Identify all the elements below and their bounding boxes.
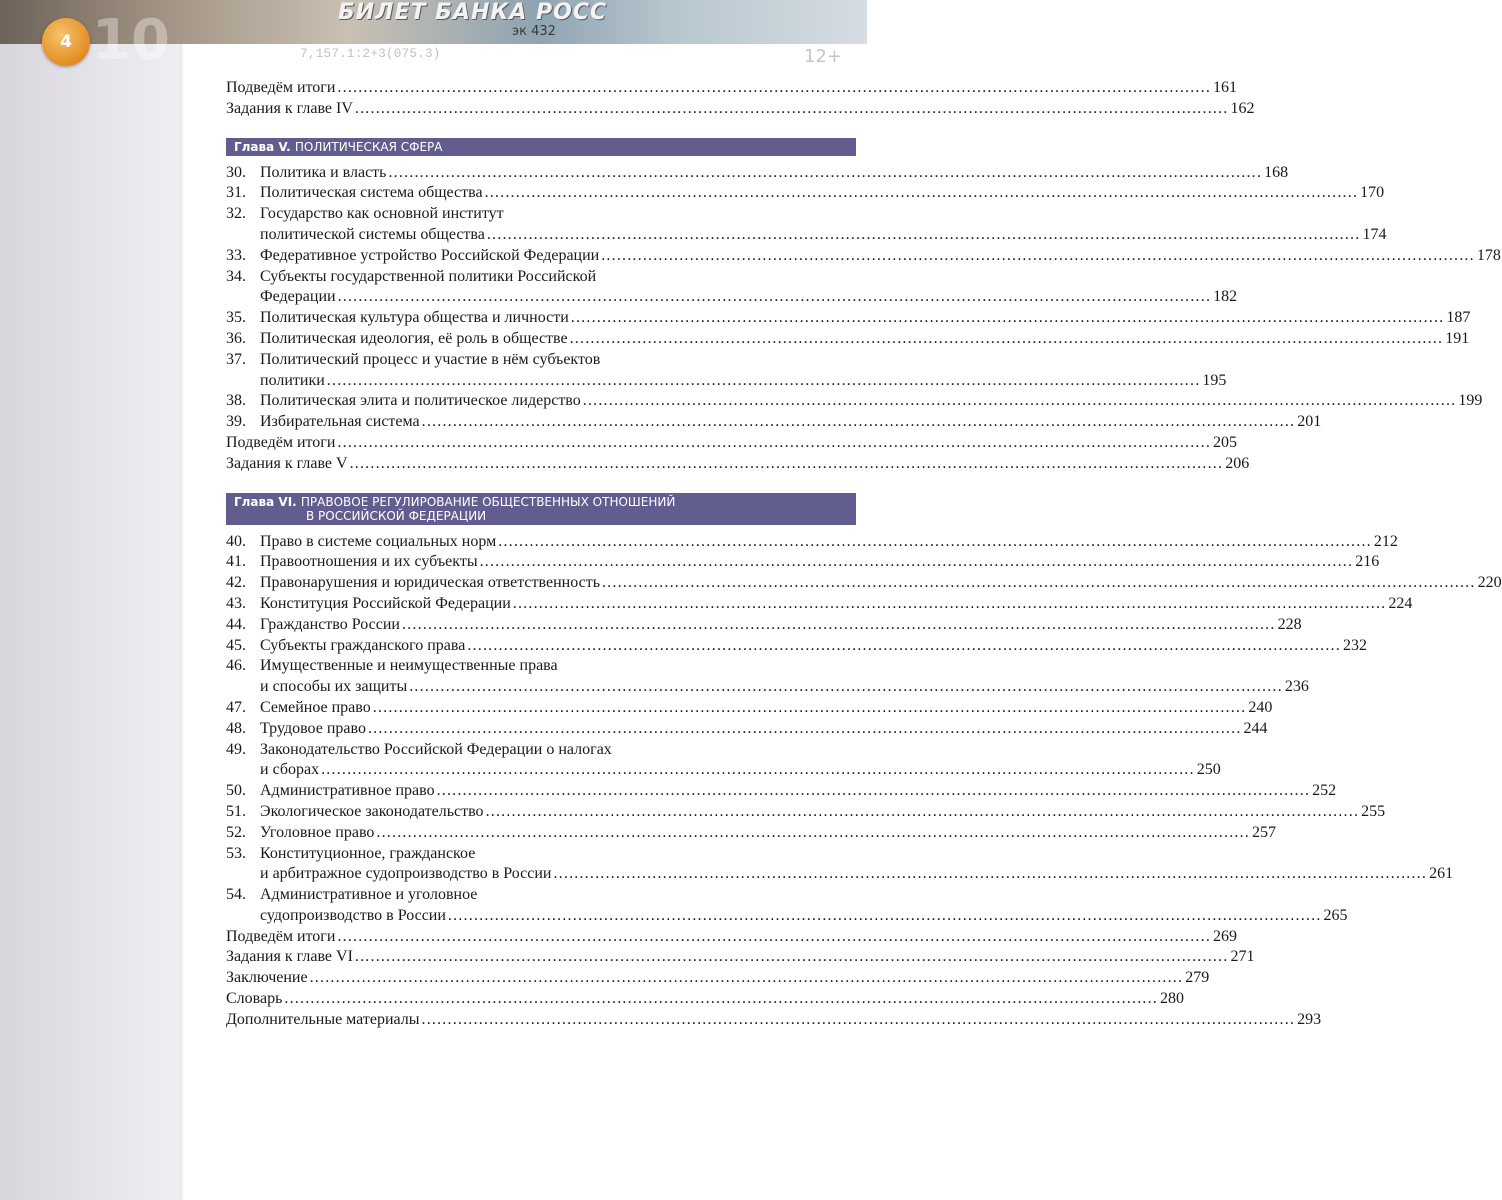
toc-row-page: 265: [1323, 906, 1348, 924]
toc-row-page: 205: [1213, 433, 1238, 451]
toc-row[interactable]: [226, 371, 1227, 392]
toc-row-title: Трудовое право: [260, 719, 366, 737]
toc-row-ch6-summary[interactable]: [226, 927, 1238, 948]
toc-leader-dots: [467, 636, 1341, 657]
toc-row-number: 52.: [226, 823, 246, 841]
toc-row-number: 35.: [226, 309, 246, 327]
toc-row-number: 42.: [226, 574, 246, 592]
toc-leader-dots: [409, 677, 1283, 698]
toc-row[interactable]: [226, 183, 1385, 204]
toc-row[interactable]: [226, 225, 1387, 246]
chapter-6-entries: [226, 532, 1502, 927]
toc-leader-dots: [422, 412, 1296, 433]
toc-row-title: политической системы общества: [260, 225, 485, 243]
toc-leader-dots: [513, 594, 1387, 615]
toc-leader-dots: [321, 760, 1195, 781]
toc-row-title: Дополнительные материалы: [226, 1010, 420, 1028]
toc-leader-dots: [337, 78, 1211, 99]
toc-row-number: 54.: [226, 886, 246, 904]
toc-row-title: Субъекты государственной политики Российской: [260, 267, 597, 285]
toc-row-title: Право в системе социальных норм: [260, 532, 497, 550]
toc-row[interactable]: [226, 740, 856, 761]
toc-row-page: 174: [1362, 225, 1387, 243]
toc-row-ch6-tasks[interactable]: [226, 947, 1255, 968]
page-gutter: [0, 0, 180, 1200]
toc-row-ch5-tasks[interactable]: [226, 454, 1250, 475]
toc-row-title: Законодательство Российской Федерации о налогах: [260, 740, 612, 758]
toc-row-title: Государство как основной институт: [260, 205, 504, 223]
toc-row-title: Избирательная система: [260, 413, 420, 431]
toc-row-number: 49.: [226, 740, 246, 758]
toc-row-title: Политическая идеология, её роль в обществе: [260, 329, 568, 347]
toc-row[interactable]: [226, 287, 1238, 308]
toc-row-title: Административное и уголовное: [260, 886, 478, 904]
toc-row-page: 220: [1477, 574, 1502, 592]
toc-row-page: 178: [1476, 246, 1501, 264]
toc-row-page: 280: [1160, 990, 1185, 1008]
toc-leader-dots: [602, 573, 1476, 594]
toc-row-page: 195: [1202, 371, 1227, 389]
toc-row-number: 34.: [226, 267, 246, 285]
toc-row[interactable]: [226, 308, 1471, 329]
toc-row-page: 201: [1297, 413, 1322, 431]
toc-leader-dots: [485, 183, 1359, 204]
toc-row[interactable]: [226, 246, 1501, 267]
toc-row-page: 244: [1243, 719, 1268, 737]
toc-row[interactable]: [226, 636, 1367, 657]
toc-row[interactable]: [226, 99, 1255, 120]
toc-row-number: 39.: [226, 413, 246, 431]
toc-row[interactable]: [226, 412, 1322, 433]
toc-leader-dots: [583, 391, 1457, 412]
chapter-5-label: Глава V.: [234, 139, 291, 154]
toc-row[interactable]: [226, 1010, 1322, 1031]
toc-row-title: Конституция Российской Федерации: [260, 594, 511, 612]
chapter-6-title-line2: В РОССИЙСКОЙ ФЕДЕРАЦИИ: [306, 508, 487, 523]
toc-row-title: Задания к главе V: [226, 454, 348, 472]
toc-row-page: 279: [1185, 969, 1210, 987]
toc-row-page: 240: [1248, 698, 1273, 716]
toc-row-page: 252: [1312, 782, 1337, 800]
toc-leader-dots: [284, 989, 1158, 1010]
toc-row[interactable]: [226, 698, 1273, 719]
toc-row-title: Правонарушения и юридическая ответственность: [260, 574, 600, 592]
toc-row-title: Задания к главе IV: [226, 99, 353, 117]
toc-leader-dots: [601, 246, 1475, 267]
toc-row-page: 232: [1342, 636, 1367, 654]
page-fold-shadow: [180, 40, 184, 1200]
toc-leader-dots: [355, 947, 1229, 968]
toc-row[interactable]: [226, 677, 1309, 698]
toc-row[interactable]: [226, 760, 1221, 781]
toc-row-page: 269: [1213, 927, 1238, 945]
toc-row-title: Правоотношения и их субъекты: [260, 553, 478, 571]
toc-row[interactable]: [226, 719, 1268, 740]
toc-row-title: Конституционное, гражданское: [260, 844, 476, 862]
toc-row-page: 216: [1355, 553, 1380, 571]
toc-row[interactable]: [226, 552, 1380, 573]
toc-row-page: 191: [1445, 329, 1470, 347]
toc-row-title: Уголовное право: [260, 823, 375, 841]
toc-row-page: 255: [1361, 802, 1386, 820]
toc-row-title: Имущественные и неимущественные права: [260, 657, 558, 675]
toc-row-page: 162: [1230, 99, 1255, 117]
toc-row[interactable]: [226, 885, 856, 906]
toc-row[interactable]: [226, 532, 1398, 553]
banner-text: БИЛЕТ БАНКА РОСС: [338, 0, 608, 25]
age-rating: 12+: [804, 46, 842, 67]
toc-row-number: 30.: [226, 163, 246, 181]
toc-leader-dots: [448, 906, 1322, 927]
toc-leader-dots: [553, 864, 1427, 885]
toc-row-number: 38.: [226, 392, 246, 410]
toc-row-page: 271: [1230, 948, 1255, 966]
toc-row-number: 37.: [226, 350, 246, 368]
toc-row-title: политики: [260, 371, 325, 389]
toc-row[interactable]: [226, 802, 1386, 823]
toc-row[interactable]: [226, 267, 856, 288]
toc-row-title: и способы их защиты: [260, 678, 408, 696]
chapter-5-entries: [226, 163, 1501, 433]
toc-row-title: и арбитражное судопроизводство в России: [260, 865, 552, 883]
toc-row-title: Политическая культура общества и личности: [260, 309, 569, 327]
toc-row-number: 33.: [226, 246, 246, 264]
toc-row-page: 187: [1446, 309, 1471, 327]
toc-row-page: 206: [1225, 454, 1250, 472]
toc-row-page: 168: [1264, 163, 1289, 181]
table-of-contents: [226, 78, 1502, 1031]
toc-row-page: 293: [1297, 1010, 1322, 1028]
toc-row-title: Федерации: [260, 288, 336, 306]
toc-row-title: Политика и власть: [260, 163, 387, 181]
bleed-through-text: 7,157.1:2+3(075.3): [300, 46, 441, 61]
toc-row-page: 182: [1213, 288, 1238, 306]
toc-row[interactable]: [226, 615, 1302, 636]
toc-row-title: Экологическое законодательство: [260, 802, 484, 820]
toc-row-ch5-summary[interactable]: [226, 433, 1238, 454]
toc-top-entries: [226, 78, 1255, 120]
toc-leader-dots: [487, 225, 1361, 246]
toc-leader-dots: [355, 99, 1229, 120]
toc-row[interactable]: [226, 968, 1210, 989]
toc-row-title: Подведём итоги: [226, 79, 336, 96]
toc-row-title: Задания к главе VI: [226, 948, 353, 966]
toc-leader-dots: [350, 454, 1224, 475]
toc-row-page: 228: [1277, 615, 1302, 633]
toc-row-page: 212: [1373, 532, 1398, 550]
toc-leader-dots: [437, 781, 1311, 802]
chapter-6-header: [226, 493, 856, 525]
toc-leader-dots: [388, 163, 1262, 184]
toc-row[interactable]: [226, 823, 1276, 844]
banner-serial: эк 432: [512, 24, 556, 39]
toc-row-page: 199: [1458, 392, 1483, 410]
toc-row-title: Федеративное устройство Российской Федерации: [260, 246, 600, 264]
toc-leader-dots: [480, 552, 1354, 573]
toc-leader-dots: [337, 927, 1211, 948]
toc-row-number: 50.: [226, 782, 246, 800]
toc-row-number: 32.: [226, 205, 246, 223]
chapter-6-title-line1: ПРАВОВОЕ РЕГУЛИРОВАНИЕ ОБЩЕСТВЕННЫХ ОТНОШЕНИЙ: [300, 494, 676, 509]
toc-row-page: 250: [1196, 761, 1221, 779]
toc-leader-dots: [422, 1010, 1296, 1031]
toc-leader-dots: [376, 823, 1250, 844]
toc-row[interactable]: [226, 391, 1483, 412]
toc-row-number: 51.: [226, 802, 246, 820]
toc-row-title: и сборах: [260, 761, 320, 779]
chapter-5-title: ПОЛИТИЧЕСКАЯ СФЕРА: [294, 139, 443, 154]
toc-leader-dots: [570, 329, 1444, 350]
toc-row[interactable]: [226, 350, 856, 371]
toc-row-title: Политическая элита и политическое лидерство: [260, 392, 581, 410]
toc-leader-dots: [310, 968, 1184, 989]
toc-row-number: 31.: [226, 184, 246, 202]
toc-row[interactable]: [226, 989, 1185, 1010]
toc-row-number: 44.: [226, 615, 246, 633]
toc-row-number: 48.: [226, 719, 246, 737]
toc-leader-dots: [337, 433, 1211, 454]
toc-leader-dots: [327, 371, 1201, 392]
toc-row[interactable]: [226, 204, 856, 225]
toc-row-page: 261: [1429, 865, 1454, 883]
toc-row-title: Административное право: [260, 782, 435, 800]
toc-row[interactable]: [226, 573, 1502, 594]
toc-row-title: Подведём итоги: [226, 927, 336, 945]
toc-row-title: Заключение: [226, 969, 308, 987]
toc-leader-dots: [368, 719, 1242, 740]
toc-row-title: Гражданство России: [260, 615, 400, 633]
toc-row[interactable]: [226, 163, 1289, 184]
toc-row-page: 236: [1284, 678, 1309, 696]
toc-row[interactable]: [226, 864, 1454, 885]
toc-row[interactable]: [226, 594, 1413, 615]
toc-leader-dots: [402, 615, 1276, 636]
toc-row-title: Словарь: [226, 990, 283, 1008]
page-number-badge: 4: [42, 18, 90, 66]
toc-row[interactable]: [226, 844, 856, 865]
toc-row[interactable]: [226, 781, 1337, 802]
toc-leader-dots: [571, 308, 1445, 329]
toc-row-number: 45.: [226, 636, 246, 654]
toc-row-title: судопроизводство в России: [260, 906, 446, 924]
toc-row-number: 53.: [226, 844, 246, 862]
toc-row-number: 41.: [226, 553, 246, 571]
toc-row-number: 43.: [226, 594, 246, 612]
toc-row-title: Субъекты гражданского права: [260, 636, 466, 654]
toc-row[interactable]: [226, 906, 1348, 927]
toc-back-matter: [226, 968, 1322, 1030]
toc-row-number: 40.: [226, 532, 246, 550]
toc-row-title: Политическая система общества: [260, 184, 483, 202]
toc-row-page: 257: [1252, 823, 1276, 841]
toc-row[interactable]: [226, 329, 1470, 350]
toc-leader-dots: [486, 802, 1360, 823]
chapter-6-label: Глава VI.: [234, 494, 297, 509]
toc-leader-dots: [498, 532, 1372, 553]
toc-row-page: 170: [1360, 184, 1385, 202]
toc-row-number: 36.: [226, 329, 246, 347]
toc-row-title: Подведём итоги: [226, 433, 336, 451]
toc-leader-dots: [338, 287, 1212, 308]
toc-row-page: 161: [1213, 79, 1238, 96]
banner-big-number: 10: [92, 8, 170, 73]
toc-row-title: Семейное право: [260, 698, 371, 716]
toc-row-number: 47.: [226, 698, 246, 716]
toc-row-number: 46.: [226, 657, 246, 675]
toc-row[interactable]: [226, 656, 856, 677]
toc-row[interactable]: [226, 78, 1238, 99]
chapter-5-header: [226, 138, 856, 156]
toc-row-title: Политический процесс и участие в нём субъектов: [260, 350, 601, 368]
toc-row-page: 224: [1388, 594, 1413, 612]
toc-leader-dots: [373, 698, 1247, 719]
